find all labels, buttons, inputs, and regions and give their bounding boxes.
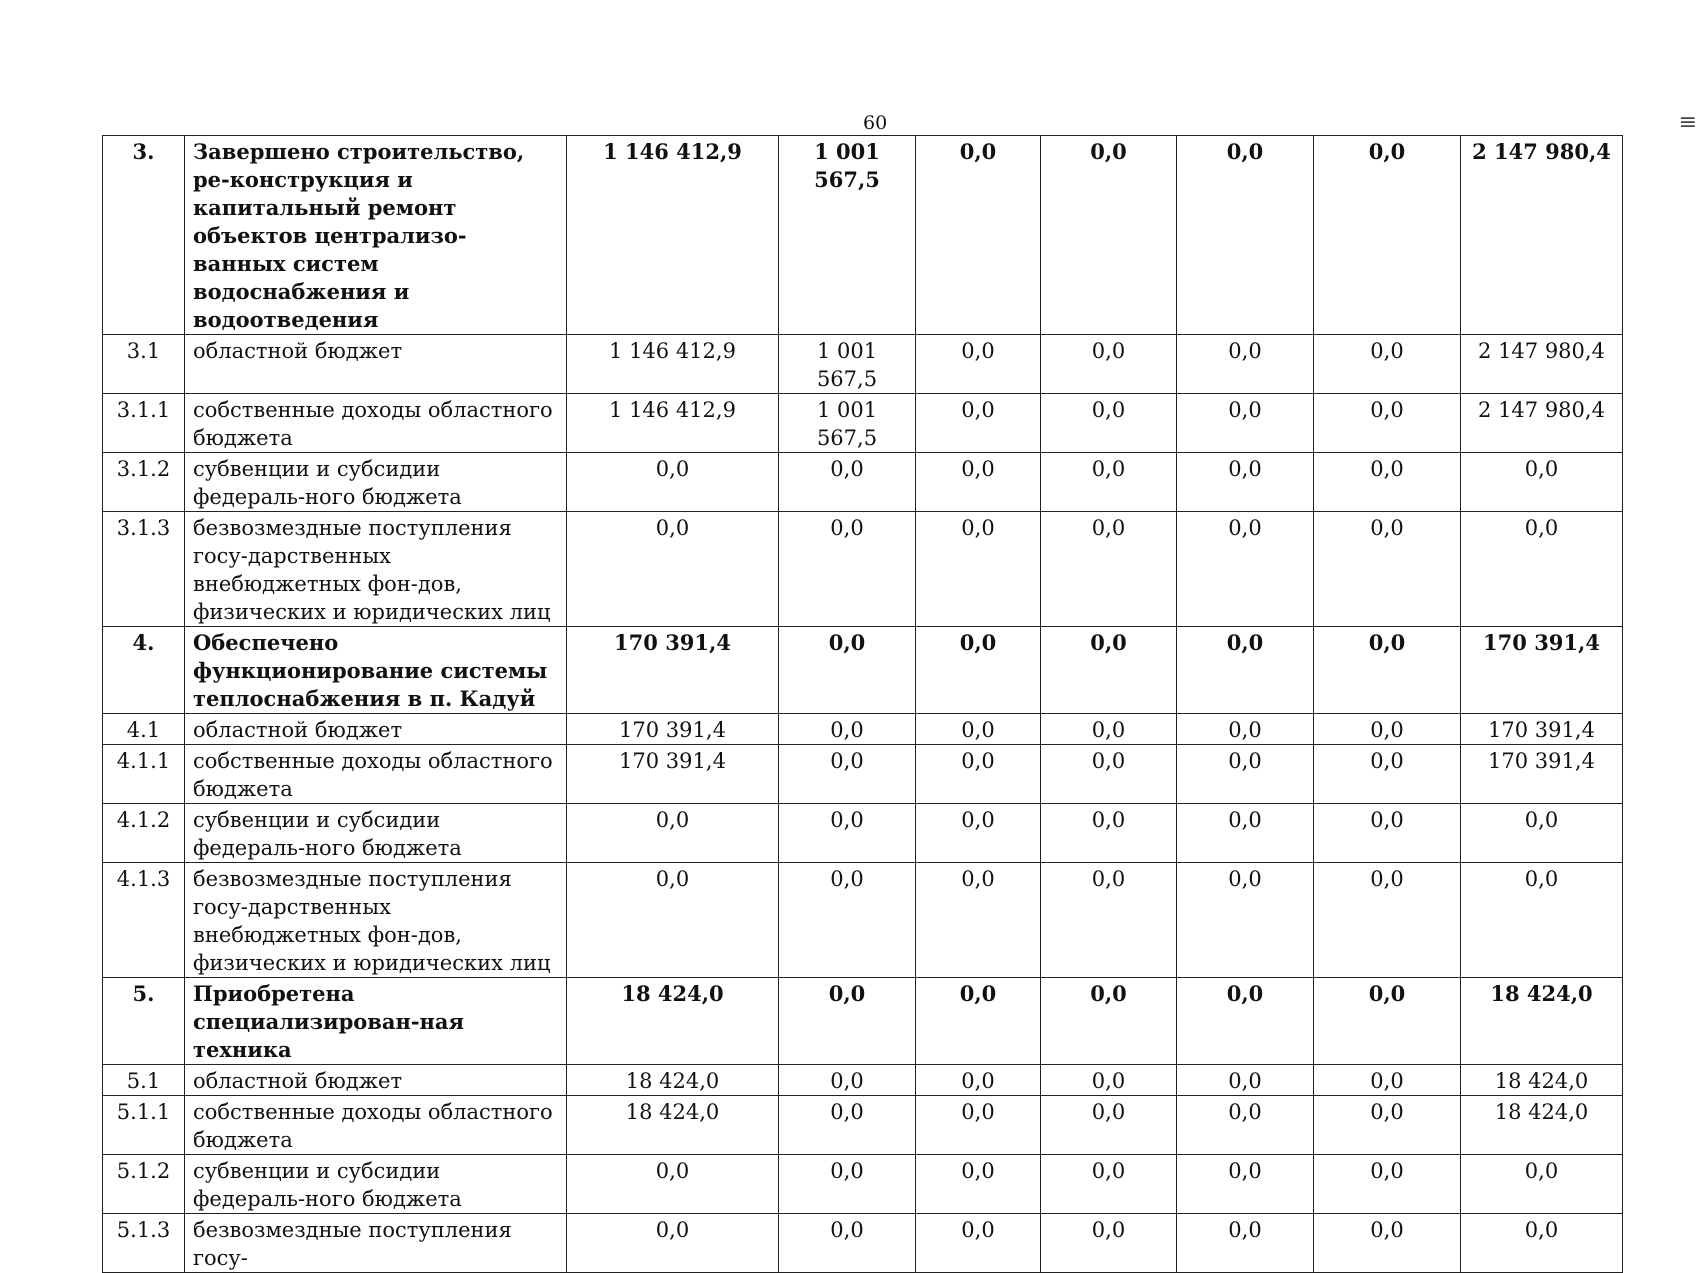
table-row — [103, 335, 1623, 394]
value-cell: 0,0 — [1041, 394, 1177, 453]
value-cell: 0,0 — [1041, 1214, 1177, 1273]
row-number: 3.1 — [103, 335, 185, 394]
value-cell: 0,0 — [1177, 1214, 1314, 1273]
value-cell: 0,0 — [779, 1065, 916, 1096]
value-cell: 0,0 — [1177, 863, 1314, 978]
value-cell: 0,0 — [1041, 1065, 1177, 1096]
value-cell: 1 001 567,5 — [779, 335, 916, 394]
value-cell: 0,0 — [1041, 136, 1177, 335]
value-cell: 0,0 — [916, 804, 1041, 863]
table-row — [103, 863, 1623, 978]
value-cell: 0,0 — [1041, 453, 1177, 512]
row-number: 5.1.3 — [103, 1214, 185, 1273]
row-number: 5. — [103, 978, 185, 1065]
value-cell: 0,0 — [1314, 627, 1461, 714]
page-number: 60 — [863, 112, 888, 134]
value-cell: 0,0 — [1314, 1065, 1461, 1096]
value-cell: 0,0 — [1314, 745, 1461, 804]
value-cell: 0,0 — [779, 804, 916, 863]
row-number: 4.1 — [103, 714, 185, 745]
value-cell: 0,0 — [1177, 714, 1314, 745]
table-row — [103, 512, 1623, 627]
table-row — [103, 714, 1623, 745]
value-cell: 2 147 980,4 — [1461, 335, 1623, 394]
row-label: областной бюджет — [185, 1065, 567, 1096]
value-cell: 0,0 — [1177, 394, 1314, 453]
value-cell: 0,0 — [1314, 1214, 1461, 1273]
row-number: 4.1.3 — [103, 863, 185, 978]
value-cell: 0,0 — [916, 1214, 1041, 1273]
value-cell: 0,0 — [1041, 804, 1177, 863]
value-cell: 0,0 — [779, 512, 916, 627]
value-cell: 1 146 412,9 — [567, 136, 779, 335]
value-cell: 0,0 — [1314, 978, 1461, 1065]
value-cell: 0,0 — [779, 1096, 916, 1155]
table-row — [103, 745, 1623, 804]
row-number: 4. — [103, 627, 185, 714]
value-cell: 18 424,0 — [1461, 1065, 1623, 1096]
value-cell: 0,0 — [1177, 978, 1314, 1065]
value-cell: 0,0 — [779, 1214, 916, 1273]
value-cell: 170 391,4 — [1461, 627, 1623, 714]
table-row — [103, 394, 1623, 453]
value-cell: 0,0 — [1461, 1214, 1623, 1273]
value-cell: 170 391,4 — [567, 627, 779, 714]
value-cell: 0,0 — [1177, 1096, 1314, 1155]
value-cell: 0,0 — [1314, 863, 1461, 978]
value-cell: 0,0 — [779, 745, 916, 804]
value-cell: 0,0 — [1041, 1155, 1177, 1214]
value-cell: 0,0 — [1041, 863, 1177, 978]
row-number: 5.1 — [103, 1065, 185, 1096]
row-label: Приобретена специализирован-ная техника — [185, 978, 567, 1065]
value-cell: 1 001 567,5 — [779, 136, 916, 335]
row-number: 4.1.2 — [103, 804, 185, 863]
budget-table — [102, 135, 1623, 1273]
value-cell: 170 391,4 — [567, 745, 779, 804]
value-cell: 0,0 — [567, 512, 779, 627]
value-cell: 0,0 — [779, 453, 916, 512]
value-cell: 0,0 — [916, 1065, 1041, 1096]
row-label: собственные доходы областного бюджета — [185, 745, 567, 804]
section-row — [103, 627, 1623, 714]
table-row — [103, 1214, 1623, 1273]
value-cell: 0,0 — [779, 1155, 916, 1214]
value-cell: 0,0 — [1461, 804, 1623, 863]
value-cell: 0,0 — [1314, 335, 1461, 394]
value-cell: 0,0 — [916, 863, 1041, 978]
section-row — [103, 978, 1623, 1065]
value-cell: 0,0 — [1041, 627, 1177, 714]
row-label: областной бюджет — [185, 714, 567, 745]
value-cell: 0,0 — [567, 453, 779, 512]
value-cell: 1 146 412,9 — [567, 335, 779, 394]
value-cell: 0,0 — [1314, 804, 1461, 863]
row-label: безвозмездные поступления госу-дарственных внебюджетных фон-дов, физических и юридических лиц — [185, 512, 567, 627]
value-cell: 18 424,0 — [567, 1096, 779, 1155]
value-cell: 0,0 — [567, 1155, 779, 1214]
value-cell: 0,0 — [1314, 1096, 1461, 1155]
row-number: 3.1.2 — [103, 453, 185, 512]
value-cell: 0,0 — [1041, 512, 1177, 627]
table-row — [103, 804, 1623, 863]
value-cell: 0,0 — [1177, 745, 1314, 804]
row-label: безвозмездные поступления госу- — [185, 1214, 567, 1273]
row-number: 5.1.2 — [103, 1155, 185, 1214]
value-cell: 0,0 — [916, 978, 1041, 1065]
value-cell: 2 147 980,4 — [1461, 394, 1623, 453]
value-cell: 0,0 — [1041, 745, 1177, 804]
value-cell: 0,0 — [1314, 1155, 1461, 1214]
value-cell: 0,0 — [567, 1214, 779, 1273]
value-cell: 0,0 — [1177, 136, 1314, 335]
edge-mark: ≡ — [1678, 110, 1697, 135]
value-cell: 0,0 — [779, 863, 916, 978]
value-cell: 0,0 — [1177, 512, 1314, 627]
value-cell: 18 424,0 — [1461, 1096, 1623, 1155]
value-cell: 0,0 — [1314, 453, 1461, 512]
row-number: 5.1.1 — [103, 1096, 185, 1155]
value-cell: 170 391,4 — [1461, 745, 1623, 804]
value-cell: 0,0 — [916, 1096, 1041, 1155]
value-cell: 0,0 — [1314, 136, 1461, 335]
value-cell: 0,0 — [1177, 804, 1314, 863]
value-cell: 0,0 — [1314, 394, 1461, 453]
row-number: 4.1.1 — [103, 745, 185, 804]
value-cell: 0,0 — [916, 335, 1041, 394]
row-number: 3.1.3 — [103, 512, 185, 627]
value-cell: 0,0 — [1461, 453, 1623, 512]
value-cell: 0,0 — [1177, 1155, 1314, 1214]
value-cell: 0,0 — [916, 714, 1041, 745]
value-cell: 18 424,0 — [567, 978, 779, 1065]
value-cell: 0,0 — [916, 453, 1041, 512]
row-label: областной бюджет — [185, 335, 567, 394]
value-cell: 0,0 — [1041, 335, 1177, 394]
value-cell: 0,0 — [1461, 512, 1623, 627]
table-row — [103, 453, 1623, 512]
row-label: собственные доходы областного бюджета — [185, 1096, 567, 1155]
value-cell: 0,0 — [1041, 978, 1177, 1065]
row-label: субвенции и субсидии федераль-ного бюджета — [185, 1155, 567, 1214]
value-cell: 0,0 — [1461, 863, 1623, 978]
value-cell: 0,0 — [1177, 1065, 1314, 1096]
value-cell: 1 146 412,9 — [567, 394, 779, 453]
value-cell: 1 001 567,5 — [779, 394, 916, 453]
value-cell: 0,0 — [779, 978, 916, 1065]
value-cell: 0,0 — [567, 863, 779, 978]
value-cell: 170 391,4 — [1461, 714, 1623, 745]
value-cell: 0,0 — [1177, 627, 1314, 714]
row-label: субвенции и субсидии федераль-ного бюджета — [185, 453, 567, 512]
value-cell: 0,0 — [916, 136, 1041, 335]
value-cell: 18 424,0 — [1461, 978, 1623, 1065]
row-label: Обеспечено функционирование системы теплоснабжения в п. Кадуй — [185, 627, 567, 714]
row-label: Завершено строительство, ре-конструкция и капитальный ремонт объектов централизо-ванных систем водоснабжения и водоотведения — [185, 136, 567, 335]
value-cell: 0,0 — [916, 745, 1041, 804]
table-row — [103, 1096, 1623, 1155]
row-number: 3.1.1 — [103, 394, 185, 453]
value-cell: 0,0 — [1177, 335, 1314, 394]
value-cell: 0,0 — [916, 394, 1041, 453]
value-cell: 0,0 — [1041, 1096, 1177, 1155]
value-cell: 0,0 — [1314, 512, 1461, 627]
value-cell: 18 424,0 — [567, 1065, 779, 1096]
value-cell: 0,0 — [916, 627, 1041, 714]
value-cell: 0,0 — [779, 627, 916, 714]
row-label: безвозмездные поступления госу-дарственных внебюджетных фон-дов, физических и юридических лиц — [185, 863, 567, 978]
value-cell: 0,0 — [779, 714, 916, 745]
section-row — [103, 136, 1623, 335]
row-label: собственные доходы областного бюджета — [185, 394, 567, 453]
row-label: субвенции и субсидии федераль-ного бюджета — [185, 804, 567, 863]
value-cell: 0,0 — [916, 512, 1041, 627]
value-cell: 170 391,4 — [567, 714, 779, 745]
value-cell: 0,0 — [916, 1155, 1041, 1214]
value-cell: 0,0 — [567, 804, 779, 863]
value-cell: 0,0 — [1314, 714, 1461, 745]
table-row — [103, 1155, 1623, 1214]
value-cell: 2 147 980,4 — [1461, 136, 1623, 335]
value-cell: 0,0 — [1461, 1155, 1623, 1214]
row-number: 3. — [103, 136, 185, 335]
value-cell: 0,0 — [1041, 714, 1177, 745]
table-row — [103, 1065, 1623, 1096]
value-cell: 0,0 — [1177, 453, 1314, 512]
